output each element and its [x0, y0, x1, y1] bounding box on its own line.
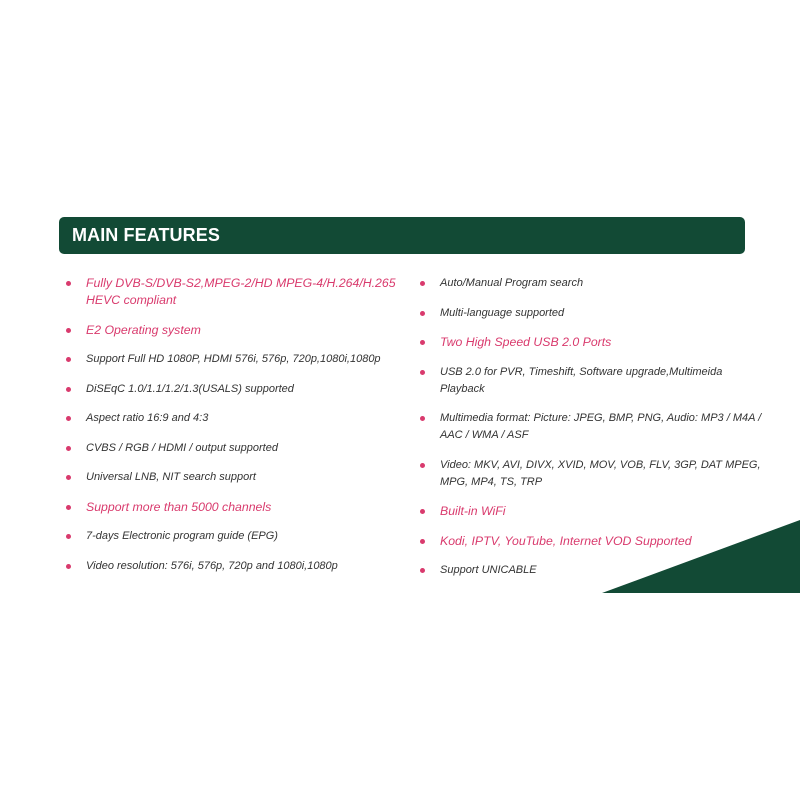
- feature-text: Two High Speed USB 2.0 Ports: [440, 335, 612, 349]
- feature-item: [66, 499, 396, 516]
- feature-item: [420, 457, 765, 491]
- header-title: MAIN FEATURES: [72, 225, 220, 245]
- feature-text: Support UNICABLE: [440, 564, 537, 576]
- bullet-icon: [66, 446, 71, 451]
- feature-text: Multimedia format: Picture: JPEG, BMP, PNG, Audio: MP3 / M4A / AAC / WMA / ASF: [440, 412, 762, 441]
- feature-item: [66, 558, 396, 575]
- feature-item: [420, 305, 765, 322]
- feature-text: Auto/Manual Program search: [440, 277, 584, 289]
- feature-item: [420, 364, 765, 398]
- feature-item: [66, 322, 396, 339]
- features-panel: [0, 207, 800, 593]
- feature-text: Aspect ratio 16:9 and 4:3: [86, 412, 209, 424]
- bullet-icon: [420, 370, 425, 375]
- feature-text: USB 2.0 for PVR, Timeshift, Software upgrade,Multimeida Playback: [440, 365, 723, 395]
- bullet-icon: [420, 340, 425, 345]
- feature-text: Universal LNB, NIT search support: [86, 471, 256, 483]
- feature-text: Support more than 5000 channels: [86, 499, 272, 514]
- feature-text: DiSEqC 1.0/1.1/1.2/1.3(USALS) supported: [86, 382, 294, 395]
- feature-item: [66, 528, 396, 545]
- features-list-left: [66, 275, 396, 587]
- feature-item: [66, 381, 396, 398]
- feature-item: [420, 533, 765, 550]
- feature-text: 7-days Electronic program guide (EPG): [86, 530, 278, 542]
- feature-item: [66, 469, 396, 486]
- bullet-icon: [420, 568, 425, 573]
- features-list-right: [420, 275, 765, 592]
- bullet-icon: [66, 505, 71, 510]
- header-bar: [59, 217, 745, 254]
- feature-text: CVBS / RGB / HDMI / output supported: [86, 441, 278, 454]
- feature-text: Support Full HD 1080P, HDMI 576i, 576p, 720p,1080i,1080p: [86, 353, 381, 365]
- bullet-icon: [66, 534, 71, 539]
- feature-item: [66, 351, 396, 368]
- feature-item: [420, 334, 765, 351]
- feature-text: Video resolution: 576i, 576p, 720p and 1080i,1080p: [86, 559, 338, 572]
- feature-item: [66, 275, 396, 309]
- bullet-icon: [66, 416, 71, 421]
- bullet-icon: [420, 463, 425, 468]
- bullet-icon: [66, 281, 71, 286]
- bullet-icon: [66, 564, 71, 569]
- feature-item: [420, 410, 765, 444]
- bullet-icon: [66, 387, 71, 392]
- bullet-icon: [420, 416, 425, 421]
- bullet-icon: [420, 281, 425, 286]
- bullet-icon: [420, 311, 425, 316]
- feature-text: Video: MKV, AVI, DIVX, XVID, MOV, VOB, FLV, 3GP, DAT MPEG, MPG, MP4, TS, TRP: [440, 458, 761, 488]
- feature-item: [420, 275, 765, 292]
- feature-text: Kodi, IPTV, YouTube, Internet VOD Supported: [440, 533, 692, 548]
- feature-text: E2 Operating system: [86, 322, 201, 337]
- bullet-icon: [420, 509, 425, 514]
- bullet-icon: [420, 539, 425, 544]
- feature-text: Fully DVB-S/DVB-S2,MPEG-2/HD MPEG-4/H.264/H.265 HEVC compliant: [86, 276, 396, 307]
- feature-item: [66, 410, 396, 427]
- feature-text: Built-in WiFi: [440, 504, 506, 518]
- feature-text: Multi-language supported: [440, 306, 565, 319]
- feature-item: [66, 440, 396, 457]
- bullet-icon: [66, 328, 71, 333]
- feature-item: [420, 503, 765, 520]
- feature-item: [420, 562, 765, 579]
- bullet-icon: [66, 475, 71, 480]
- bullet-icon: [66, 357, 71, 362]
